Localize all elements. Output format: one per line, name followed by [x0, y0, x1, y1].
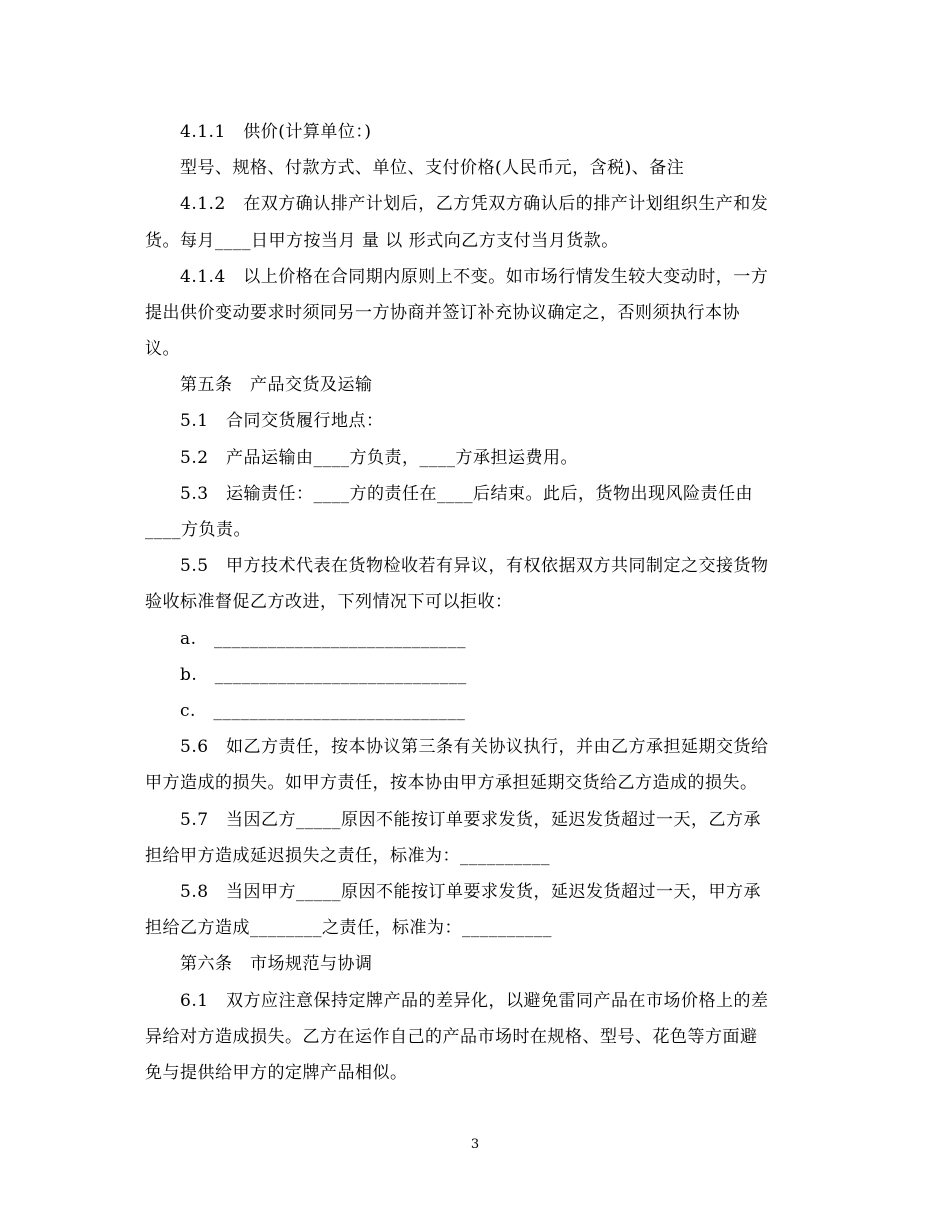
clause-5-3-cont: ____方负责。 — [145, 520, 251, 540]
rejection-item-a: a. ____________________________ — [180, 629, 467, 649]
clause-4-1-4-cont-1: 提出供价变动要求时须同另一方协商并签订补充协议确定之，否则须执行本协 — [145, 303, 740, 323]
clause-5-6: 5.6 如乙方责任，按本协议第三条有关协议执行，并由乙方承担延期交货给 — [180, 737, 769, 757]
clause-6-1: 6.1 双方应注意保持定牌产品的差异化，以避免雷同产品在市场价格上的差 — [180, 991, 769, 1011]
clause-5-8-cont: 担给乙方造成________之责任，标准为：__________ — [145, 918, 552, 938]
clause-5-7: 5.7 当因乙方_____原因不能按订单要求发货，延迟发货超过一天，乙方承 — [180, 810, 762, 830]
clause-5-8: 5.8 当因甲方_____原因不能按订单要求发货，延迟发货超过一天，甲方承 — [180, 882, 762, 902]
clause-6-1-cont-2: 免与提供给甲方的定牌产品相似。 — [145, 1063, 408, 1083]
price-columns-line: 型号、规格、付款方式、单位、支付价格(人民币元，含税)、备注 — [180, 158, 685, 178]
clause-5-5: 5.5 甲方技术代表在货物检收若有异议，有权依据双方共同制定之交接货物 — [180, 556, 769, 576]
article-6-heading: 第六条 市场规范与协调 — [180, 954, 373, 974]
clause-4-1-1: 4.1.1 供价(计算单位：) — [180, 122, 372, 142]
clause-6-1-cont-1: 异给对方造成损失。乙方在运作自己的产品市场时在规格、型号、花色等方面避 — [145, 1027, 758, 1047]
article-5-heading: 第五条 产品交货及运输 — [180, 375, 373, 395]
clause-5-5-cont: 验收标准督促乙方改进，下列情况下可以拒收： — [145, 592, 513, 612]
clause-5-7-cont: 担给甲方造成延迟损失之责任，标准为：__________ — [145, 846, 550, 866]
clause-5-6-cont: 甲方造成的损失。如甲方责任，按本协由甲方承担延期交货给乙方造成的损失。 — [145, 773, 758, 793]
clause-5-3: 5.3 运输责任：____方的责任在____后结束。此后，货物出现风险责任由 — [180, 484, 754, 504]
page-number: 3 — [470, 1137, 480, 1152]
rejection-item-b: b. ____________________________ — [180, 665, 467, 685]
clause-5-2: 5.2 产品运输由____方负责，____方承担运费用。 — [180, 448, 579, 468]
clause-4-1-4-cont-2: 议。 — [145, 339, 180, 359]
clause-4-1-4: 4.1.4 以上价格在合同期内原则上不变。如市场行情发生较大变动时，一方 — [180, 267, 769, 287]
clause-5-1: 5.1 合同交货履行地点： — [180, 411, 384, 431]
rejection-item-c: c. ____________________________ — [180, 701, 466, 721]
clause-4-1-2-cont: 货。每月____日甲方按当月 量 以 形式向乙方支付当月货款。 — [145, 231, 619, 251]
clause-4-1-2: 4.1.2 在双方确认排产计划后，乙方凭双方确认后的排产计划组织生产和发 — [180, 194, 769, 214]
